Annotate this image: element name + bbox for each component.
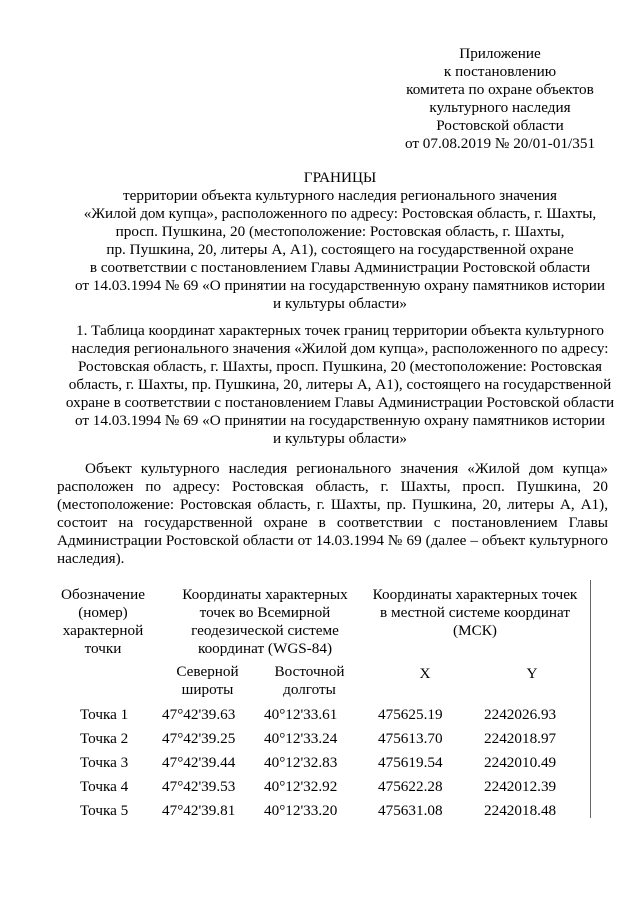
cell-lon: 40°12'32.92 (264, 778, 338, 795)
header-point: точки (84, 640, 122, 657)
table-right-border (590, 580, 591, 818)
cell-lon: 40°12'33.20 (264, 802, 338, 819)
cell-lon: 40°12'33.61 (264, 706, 338, 723)
cell-point: Точка 5 (80, 802, 129, 819)
cell-y: 2242010.49 (484, 754, 557, 771)
subtitle-line: «Жилой дом купца», расположенного по адресу: Ростовская область, г. Шахты, (83, 205, 597, 222)
header-msk: Координаты характерных точек (372, 586, 578, 603)
header-wgs: геодезической системе (191, 622, 339, 639)
header-msk: (МСК) (453, 622, 497, 639)
section-heading-line: охране в соответствии с постановлением Главы Администрации Ростовской области (65, 394, 615, 411)
cell-lat: 47°42'39.63 (162, 706, 236, 723)
cell-point: Точка 3 (80, 754, 129, 771)
subtitle-line: пр. Пушкина, 20, литеры А, А1), состоящего на государственной охране (106, 241, 574, 258)
header-wgs: точек во Всемирной (199, 604, 331, 621)
header-msk: в местной системе координат (379, 604, 570, 621)
header-wgs: Координаты характерных (182, 586, 348, 603)
cell-x: 475619.54 (378, 754, 443, 771)
document-title: ГРАНИЦЫ (303, 169, 377, 186)
cell-y: 2242018.97 (484, 730, 557, 747)
header-wgs: координат (WGS-84) (197, 640, 333, 657)
header-point: характерной (62, 622, 144, 639)
appendix-line: к постановлению (443, 63, 557, 80)
subtitle-line: в соответствии с постановлением Главы Администрации Ростовской области (89, 259, 591, 276)
cell-y: 2242012.39 (484, 778, 557, 795)
paragraph-line: наследия). (57, 550, 125, 567)
cell-y: 2242018.48 (484, 802, 557, 819)
cell-point: Точка 4 (80, 778, 129, 795)
header-point: (номер) (78, 604, 128, 621)
subtitle-line: и культуры области» (273, 295, 407, 312)
cell-lat: 47°42'39.44 (162, 754, 236, 771)
cell-x: 475625.19 (378, 706, 443, 723)
paragraph-line: состоит на государственной охране в соответствии с постановлением Главы (57, 514, 608, 531)
appendix-line: культурного наследия (429, 99, 571, 116)
section-heading-line: и культуры области» (273, 430, 407, 447)
cell-x: 475613.70 (378, 730, 443, 747)
section-heading-line: область, г. Шахты, пр. Пушкина, 20, литеры А, А1), состоящего на государственной (68, 376, 612, 393)
paragraph-line: Объект культурного наследия регионального значения «Жилой дом купца» (85, 460, 608, 477)
subtitle-line: от 14.03.1994 № 69 «О принятии на государственную охрану памятников истории (74, 277, 606, 294)
paragraph-line: расположен по адресу: Ростовская область, г. Шахты, просп. Пушкина, 20 (57, 478, 608, 495)
appendix-line: комитета по охране объектов (406, 81, 594, 98)
cell-x: 475622.28 (378, 778, 443, 795)
body-paragraph (57, 460, 608, 568)
cell-lat: 47°42'39.53 (162, 778, 236, 795)
appendix-line: Ростовской области (436, 117, 564, 134)
appendix-line: Приложение (459, 45, 541, 62)
cell-lat: 47°42'39.81 (162, 802, 236, 819)
subheader-east: Восточной (274, 663, 345, 680)
section-heading-line: Ростовская область, г. Шахты, просп. Пушкина, 20 (местоположение: Ростовская (77, 358, 603, 375)
subheader-x: X (419, 665, 431, 682)
subheader-north: Северной (176, 663, 239, 680)
subheader-east: долготы (283, 681, 336, 698)
cell-point: Точка 1 (80, 706, 129, 723)
section-heading-line: наследия регионального значения «Жилой дом купца», расположенного по адресу: (71, 340, 609, 357)
cell-x: 475631.08 (378, 802, 443, 819)
appendix-line: от 07.08.2019 № 20/01-01/351 (404, 135, 596, 152)
paragraph-line: Администрации Ростовской области от 14.03.1994 № 69 (далее – объект культурного (57, 532, 608, 549)
cell-y: 2242026.93 (484, 706, 557, 723)
paragraph-line: (местоположение: Ростовская область, г. Шахты, пр. Пушкина, 20, литеры А, А1), (57, 496, 608, 513)
section-heading-line: от 14.03.1994 № 69 «О принятии на государственную охрану памятников истории (74, 412, 606, 429)
subheader-north: широты (181, 681, 234, 698)
header-point: Обозначение (61, 586, 145, 603)
subheader-y: Y (526, 665, 538, 682)
cell-lat: 47°42'39.25 (162, 730, 236, 747)
cell-point: Точка 2 (80, 730, 129, 747)
subtitle-line: территории объекта культурного наследия регионального значения (122, 187, 558, 204)
subtitle-line: просп. Пушкина, 20 (местоположение: Ростовская область, г. Шахты, (115, 223, 565, 240)
section-heading-line: 1. Таблица координат характерных точек границ территории объекта культурного (75, 322, 605, 339)
cell-lon: 40°12'32.83 (264, 754, 338, 771)
cell-lon: 40°12'33.24 (264, 730, 338, 747)
